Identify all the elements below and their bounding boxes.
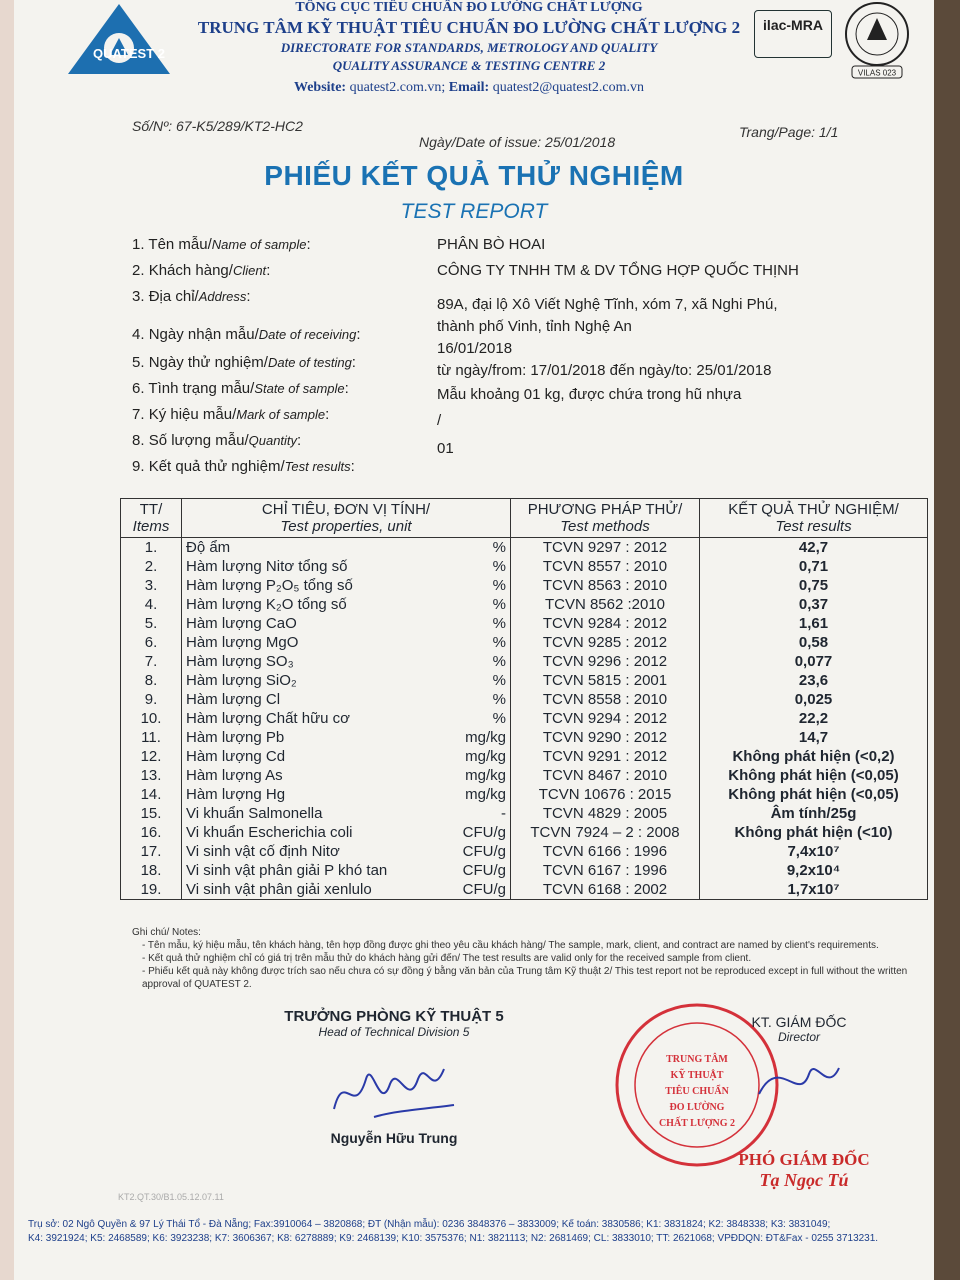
footer-contacts (28, 1218, 936, 1246)
cell-property (182, 766, 511, 785)
notes-section (132, 926, 932, 991)
table-row (121, 576, 928, 595)
cell-result: 0,58 (700, 633, 928, 652)
cell-method: TCVN 9291 : 2012 (511, 747, 700, 766)
quatest-logo (64, 2, 174, 76)
cell-property (182, 614, 511, 633)
table-row (121, 557, 928, 576)
cell-item-number: 19. (121, 880, 182, 900)
property-name: Hàm lượng Nitơ tổng số (186, 558, 348, 575)
org-line-1: TỔNG CỤC TIÊU CHUẨN ĐO LƯỜNG CHẤT LƯỢNG (295, 0, 643, 15)
table-row (121, 842, 928, 861)
property-unit: mg/kg (465, 729, 506, 746)
info-value: 16/01/2018 (437, 340, 513, 357)
cell-item-number: 15. (121, 804, 182, 823)
table-row (121, 595, 928, 614)
header-properties: CHỈ TIÊU, ĐƠN VỊ TÍNH/ Test properties, unit (182, 499, 511, 538)
deputy-director-name: Tạ Ngọc Tú (759, 1170, 849, 1190)
property-name: Hàm lượng SO₃ (186, 653, 294, 670)
property-unit: CFU/g (462, 824, 506, 841)
cell-property (182, 557, 511, 576)
cell-method: TCVN 4829 : 2005 (511, 804, 700, 823)
cell-property (182, 747, 511, 766)
cell-method: TCVN 6167 : 1996 (511, 861, 700, 880)
cell-method: TCVN 6166 : 1996 (511, 842, 700, 861)
cell-property (182, 709, 511, 728)
vilas-accreditation-badge (834, 0, 920, 80)
cell-result: Không phát hiện (<0,05) (700, 785, 928, 804)
cell-property (182, 538, 511, 558)
report-title: PHIẾU KẾT QUẢ THỬ NGHIỆM (264, 160, 684, 191)
cell-item-number: 9. (121, 690, 182, 709)
cell-property (182, 728, 511, 747)
org-line-4: QUALITY ASSURANCE & TESTING CENTRE 2 (332, 58, 606, 73)
issue-date: Ngày/Date of issue: 25/01/2018 (419, 134, 616, 150)
property-name: Vi sinh vật phân giải P khó tan (186, 862, 388, 879)
cell-method: TCVN 9290 : 2012 (511, 728, 700, 747)
property-unit: % (492, 539, 506, 556)
property-name: Hàm lượng CaO (186, 615, 297, 632)
property-name: Hàm lượng SiO₂ (186, 672, 297, 689)
table-row (121, 880, 928, 900)
property-unit: CFU/g (462, 881, 506, 898)
cell-result: 42,7 (700, 538, 928, 558)
cell-result: Âm tính/25g (700, 804, 928, 823)
cell-method: TCVN 9294 : 2012 (511, 709, 700, 728)
table-row (121, 823, 928, 842)
svg-text:TIÊU CHUẨN: TIÊU CHUẨN (665, 1086, 729, 1097)
property-name: Hàm lượng Cl (186, 691, 281, 708)
table-row (121, 747, 928, 766)
contact-line (189, 80, 749, 96)
property-name: Hàm lượng Pb (186, 729, 285, 746)
cell-property (182, 785, 511, 804)
property-unit: mg/kg (465, 767, 506, 784)
cell-property (182, 576, 511, 595)
cell-property (182, 880, 511, 900)
property-name: Vi sinh vật phân giải xenlulo (186, 881, 372, 898)
cell-property (182, 690, 511, 709)
property-name: Hàm lượng As (186, 767, 283, 784)
header-results: KẾT QUẢ THỬ NGHIỆM/ Test results (700, 499, 928, 538)
property-unit: % (492, 672, 506, 689)
property-unit: mg/kg (465, 748, 506, 765)
signer-subtitle: Head of Technical Division 5 (318, 1025, 470, 1039)
signer-name: Nguyễn Hữu Trung (330, 1130, 458, 1146)
cell-property (182, 823, 511, 842)
deputy-director-role: PHÓ GIÁM ĐỐC (738, 1150, 870, 1169)
note-item: - Phiếu kết quả này không được trích sao nếu chưa có sự đồng ý bằng văn bản của Trung tâm Kỹ thuật 2/ This test report not be reproduced except in full without the written approval of QUATEST 2. (142, 966, 908, 990)
cell-item-number: 17. (121, 842, 182, 861)
director-title: KT. GIÁM ĐỐC (751, 1014, 847, 1030)
cell-result: Không phát hiện (<0,2) (700, 747, 928, 766)
property-name: Hàm lượng MgO (186, 634, 299, 651)
cell-result: 0,71 (700, 557, 928, 576)
property-name: Vi khuẩn Escherichia coli (186, 824, 353, 841)
info-value: PHÂN BÒ HOAI (437, 236, 546, 253)
cell-result: 0,025 (700, 690, 928, 709)
signer-title: TRƯỞNG PHÒNG KỸ THUẬT 5 (284, 1008, 504, 1025)
cell-method: TCVN 9284 : 2012 (511, 614, 700, 633)
property-name: Vi khuẩn Salmonella (186, 805, 323, 822)
signature-block-technical-head (264, 1008, 524, 1146)
header-items: TT/ Items (121, 499, 182, 538)
info-value: CÔNG TY TNHH TM & DV TỔNG HỢP QUỐC THỊNH (437, 262, 799, 279)
cell-method: TCVN 9296 : 2012 (511, 652, 700, 671)
cell-result: Không phát hiện (<10) (700, 823, 928, 842)
handwritten-signature-left (314, 1039, 474, 1129)
cell-item-number: 2. (121, 557, 182, 576)
cell-item-number: 10. (121, 709, 182, 728)
table-row (121, 652, 928, 671)
cell-method: TCVN 9285 : 2012 (511, 633, 700, 652)
page-number: Trang/Page: 1/1 (739, 124, 839, 140)
cell-result: 0,077 (700, 652, 928, 671)
cell-item-number: 8. (121, 671, 182, 690)
website-link[interactable]: quatest2.com.vn; (349, 80, 446, 95)
property-name: Hàm lượng Hg (186, 786, 286, 803)
property-unit: % (492, 596, 506, 613)
property-unit: % (492, 558, 506, 575)
cell-method: TCVN 8563 : 2010 (511, 576, 700, 595)
property-name: Hàm lượng K₂O tổng số (186, 596, 347, 613)
cell-item-number: 3. (121, 576, 182, 595)
note-item: - Tên mẫu, ký hiệu mẫu, tên khách hàng, tên hợp đồng được ghi theo yêu cầu khách hàng/ The sample, mark, client, and contract are named by client's requirements. (142, 940, 879, 951)
table-row (121, 785, 928, 804)
results-table (120, 498, 928, 900)
cell-item-number: 13. (121, 766, 182, 785)
cell-result: 23,6 (700, 671, 928, 690)
form-code: KT2.QT.30/B1.05.12.07.11 (118, 1192, 224, 1202)
cell-result: 1,61 (700, 614, 928, 633)
email-label: Email: (448, 80, 490, 95)
cell-item-number: 12. (121, 747, 182, 766)
property-unit: mg/kg (465, 786, 506, 803)
table-row (121, 709, 928, 728)
handwritten-signature-right (739, 1044, 859, 1114)
table-row (121, 804, 928, 823)
info-value-line2: thành phố Vinh, tỉnh Nghệ An (437, 318, 632, 335)
property-unit: % (492, 577, 506, 594)
property-unit: % (492, 634, 506, 651)
info-value: / (437, 412, 442, 429)
org-line-3: DIRECTORATE FOR STANDARDS, METROLOGY AND QUALITY (280, 40, 658, 55)
cell-property (182, 633, 511, 652)
org-line-2: TRUNG TÂM KỸ THUẬT TIÊU CHUẨN ĐO LƯỜNG CHẤT LƯỢNG 2 (197, 18, 741, 37)
header-methods: PHƯƠNG PHÁP THỬ/ Test methods (511, 499, 700, 538)
info-value: 01 (437, 440, 454, 457)
property-unit: % (492, 710, 506, 727)
cell-item-number: 14. (121, 785, 182, 804)
cell-result: 9,2x10⁴ (700, 861, 928, 880)
cell-property (182, 861, 511, 880)
table-row (121, 728, 928, 747)
cell-property (182, 671, 511, 690)
cell-method: TCVN 8558 : 2010 (511, 690, 700, 709)
director-printed-name (714, 1150, 894, 1191)
cell-property (182, 652, 511, 671)
document-number: Số/Nº: 67-K5/289/KT2-HC2 (132, 118, 303, 134)
svg-text:KỸ THUẬT: KỸ THUẬT (670, 1070, 724, 1081)
cell-result: 7,4x10⁷ (700, 842, 928, 861)
cell-item-number: 18. (121, 861, 182, 880)
cell-method: TCVN 10676 : 2015 (511, 785, 700, 804)
svg-text:TRUNG TÂM: TRUNG TÂM (666, 1054, 728, 1065)
cell-result: 1,7x10⁷ (700, 880, 928, 900)
table-header-row (121, 499, 928, 538)
cell-method: TCVN 7924 – 2 : 2008 (511, 823, 700, 842)
vilas-label: VILAS 023 (857, 68, 897, 78)
cell-result: 0,37 (700, 595, 928, 614)
cell-property (182, 804, 511, 823)
director-subtitle: Director (777, 1030, 820, 1044)
website-label: Website: (293, 80, 347, 95)
cell-result: Không phát hiện (<0,05) (700, 766, 928, 785)
table-row (121, 538, 928, 558)
svg-text:ĐO LƯỜNG: ĐO LƯỜNG (669, 1102, 725, 1113)
footer-line: K4: 3921924; K5: 2468589; K6: 3923238; K7: 3606367; K8: 6278889; K9: 2468139; K10: 3575376; N1: 3821113; N2: 2681469; CL: 3833010; TT: 2621068; VPĐDQN: ĐT&Fax - 0255 3713231. (28, 1233, 879, 1244)
cell-method: TCVN 8557 : 2010 (511, 557, 700, 576)
property-name: Hàm lượng Cd (186, 748, 286, 765)
ilac-mra-mark (754, 10, 832, 58)
property-name: Độ ẩm (186, 539, 231, 556)
cell-item-number: 1. (121, 538, 182, 558)
footer-line: Trụ sở: 02 Ngô Quyền & 97 Lý Thái Tổ - Đà Nẵng; Fax:3910064 – 3820868; ĐT (Nhận mẫu): 0236 3848376 – 3833009; Kế toán: 3830586; K1: 3831824; K2: 3848338; K3: 3831049; (28, 1219, 831, 1230)
property-unit: - (501, 805, 506, 822)
ilac-label: ilac-MRA (763, 17, 823, 33)
property-unit: % (492, 691, 506, 708)
property-name: Hàm lượng P₂O₅ tổng số (186, 577, 353, 594)
cell-property (182, 842, 511, 861)
info-value: Mẫu khoảng 01 kg, được chứa trong hũ nhựa (437, 386, 742, 403)
cell-item-number: 11. (121, 728, 182, 747)
cell-item-number: 6. (121, 633, 182, 652)
cell-item-number: 7. (121, 652, 182, 671)
table-row (121, 690, 928, 709)
cell-method: TCVN 5815 : 2001 (511, 671, 700, 690)
logo-label: QUATEST 2 (93, 46, 165, 61)
property-name: Vi sinh vật cố định Nitơ (186, 843, 340, 860)
cell-item-number: 16. (121, 823, 182, 842)
report-subtitle: TEST REPORT (400, 200, 548, 223)
table-row (121, 861, 928, 880)
notes-heading: Ghi chú/ Notes: (132, 927, 201, 938)
cell-method: TCVN 6168 : 2002 (511, 880, 700, 900)
table-row (121, 766, 928, 785)
email-link[interactable]: quatest2@quatest2.com.vn (492, 80, 645, 95)
property-unit: CFU/g (462, 862, 506, 879)
test-report-page: QUATEST 2 TỔNG CỤC TIÊU CHUẨN ĐO LƯỜNG CHẤT LƯỢNG TRUNG TÂM KỸ THUẬT TIÊU CHUẨN ĐO LƯỜNG CHẤT LƯỢNG 2 DIRECTORATE FOR STANDARDS, METROLOGY AND QUALITY QUALITY ASSURANCE & TESTING CENTRE 2 Website: quatest2.com.vn; Email: quatest2@quatest2.com.vn ilac-MRA VILAS 023 Số/Nº: 67-K5/289/KT2-HC2 Ngày/Date of issue: 25/01/2018 Trang/Page: 1/1 PHIẾU KẾT QUẢ THỬ NGHIỆM TEST REPORT 1. Tên mẫu/Name of sample: PHÂN BÒ HOAI 2. Khách hàng/Client: CÔNG TY TNHH TM & DV TỔNG HỢP QUỐC THỊNH 3. Địa chỉ/Address: 89A, đại lộ Xô Viết Nghệ Tĩnh, xóm 7, xã Nghi Phú, thành phố Vinh, tỉnh Nghệ An 4. Ngày nhận mẫu/Date of receiving: 16/01/2018 5. Ngày thử nghiệm/Date of testing: từ ngày/from: 17/01/2018 đến ngày/to: 25/01/2018 6. Tình trạng mẫu/State of sample: Mẫu khoảng 01 kg, được chứa trong hũ nhựa 7. Ký hiệu mẫu/Mark of sample: / 8. Số lượng mẫu/Quantity: 01 9. Kết quả thử nghiệm/Test results: TT/ Items CHỈ TIÊU, ĐƠN VỊ TÍNH/ Test properties, unit PHƯƠNG PHÁP THỬ/ Test methods KẾT QUẢ THỬ NGHIỆM/ Test results 1. Độ ẩm % TCVN 9297 : 2012 42,7 2. Hàm lượng Nitơ tổng số % TCVN 8557 : 2010 0,71 3. Hàm lượng P₂O₅ tổng số % TCVN 8563 : 2010 0,75 4. Hàm lượng K₂O tổng số % TCVN 8562 :2010 0,37 5. Hàm lượng CaO % TCVN 9284 : 2012 1,61 6. Hàm lượng MgO % TCVN 9285 : 2012 0,58 7. Hàm lượng SO₃ % TCVN 9296 : 2012 0,077 8. Hàm lượng SiO₂ % TCVN 5815 : 2001 23,6 9. Hàm lượng Cl % TCVN 8558 : 2010 0,025 10. Hàm lượng Chất hữu cơ % TCVN 9294 : 2012 22,2 11. Hàm lượng Pb mg/kg TCVN 9290 : 2012 14,7 12. Hàm lượng Cd mg/kg TCVN 9291 : 2012 Không phát hiện (<0,2) 13. Hàm lượng As mg/kg TCVN 8467 : 2010 Không phát hiện (<0,05) 14. Hàm lượng Hg mg/kg TCVN 10676 : 2015 Không phát hiện (<0,05) 15. Vi khuẩn Salmonella - TCVN 4829 : 2005 Âm tính/25g 16. Vi khuẩn Escherichia coli CFU/g TCVN 7924 – 2 : 2008 Không phát hiện (<10) 17. Vi sinh vật cố định Nitơ CFU/g TCVN 6166 : 1996 7,4x10⁷ 18. Vi sinh vật phân giải P khó tan CFU/g TCVN 6167 : 1996 9,2x10⁴ 19. Vi sinh vật phân giải xenlulo CFU/g TCVN 6168 : 2002 1,7x10⁷ Ghi chú/ Notes: - Tên mẫu, ký hiệu mẫu, tên khách hàng, tên hợp đồng được ghi theo yêu cầu khách hàng/ The sample, mark, client, and contract are named by client's requirements. - Kết quả thử nghiệm chỉ có giá trị trên mẫu thử do khách hàng gửi đến/ The test results are valid only for the received sample from client. - Phiếu kết quả này không được trích sao nếu chưa có sự đồng ý bằng văn bản của Trung tâm Kỹ thuật 2/ This test report not be reproduced except in full without the written approval of QUATEST 2. TRƯỞNG PHÒNG KỸ THUẬT 5 Head of Technical Division 5 Nguyễn Hữu Trung TRUNG TÂM KỸ THUẬT TIÊU CHUẨN ĐO LƯỜNG CHẤT LƯỢNG 2 KT. GIÁM ĐỐC Director PHÓ GIÁM ĐỐC Tạ Ngọc Tú KT2.QT.30/B1.05.12.07.11 Trụ sở: 02 Ngô Quyền & 97 Lý Thái Tổ - Đà Nẵng; Fax:3910064 – 3820868; ĐT (Nhận mẫu): 0236 3848376 – 3833009; Kế toán: 3830586; K1: 3831824; K2: 3848338; K3: 3831049; K4: 3921924; K5: 2468589; K6: 3923238; K7: 3606367; K8: 6278889; K9: 2468139; K10: 3575376; N1: 3821113; N2: 2681469; CL: 3833010; TT: 2621068; VPĐDQN: ĐT&Fax - 0255 3713231. (14, 0, 934, 1280)
svg-text:CHẤT LƯỢNG 2: CHẤT LƯỢNG 2 (658, 1118, 736, 1129)
table-row (121, 633, 928, 652)
property-unit: % (492, 615, 506, 632)
property-unit: % (492, 653, 506, 670)
signature-block-director (714, 1014, 884, 1119)
property-unit: CFU/g (462, 843, 506, 860)
cell-method: TCVN 9297 : 2012 (511, 538, 700, 558)
table-row (121, 671, 928, 690)
table-row (121, 614, 928, 633)
cell-item-number: 4. (121, 595, 182, 614)
cell-property (182, 595, 511, 614)
cell-item-number: 5. (121, 614, 182, 633)
note-item: - Kết quả thử nghiệm chỉ có giá trị trên mẫu thử do khách hàng gửi đến/ The test results are valid only for the received sample from client. (142, 953, 752, 964)
cell-result: 14,7 (700, 728, 928, 747)
info-value: 89A, đại lộ Xô Viết Nghệ Tĩnh, xóm 7, xã Nghi Phú, (437, 296, 778, 313)
cell-method: TCVN 8562 :2010 (511, 595, 700, 614)
cell-method: TCVN 8467 : 2010 (511, 766, 700, 785)
cell-result: 0,75 (700, 576, 928, 595)
cell-result: 22,2 (700, 709, 928, 728)
info-value: từ ngày/from: 17/01/2018 đến ngày/to: 25/01/2018 (437, 362, 772, 379)
property-name: Hàm lượng Chất hữu cơ (186, 710, 350, 727)
